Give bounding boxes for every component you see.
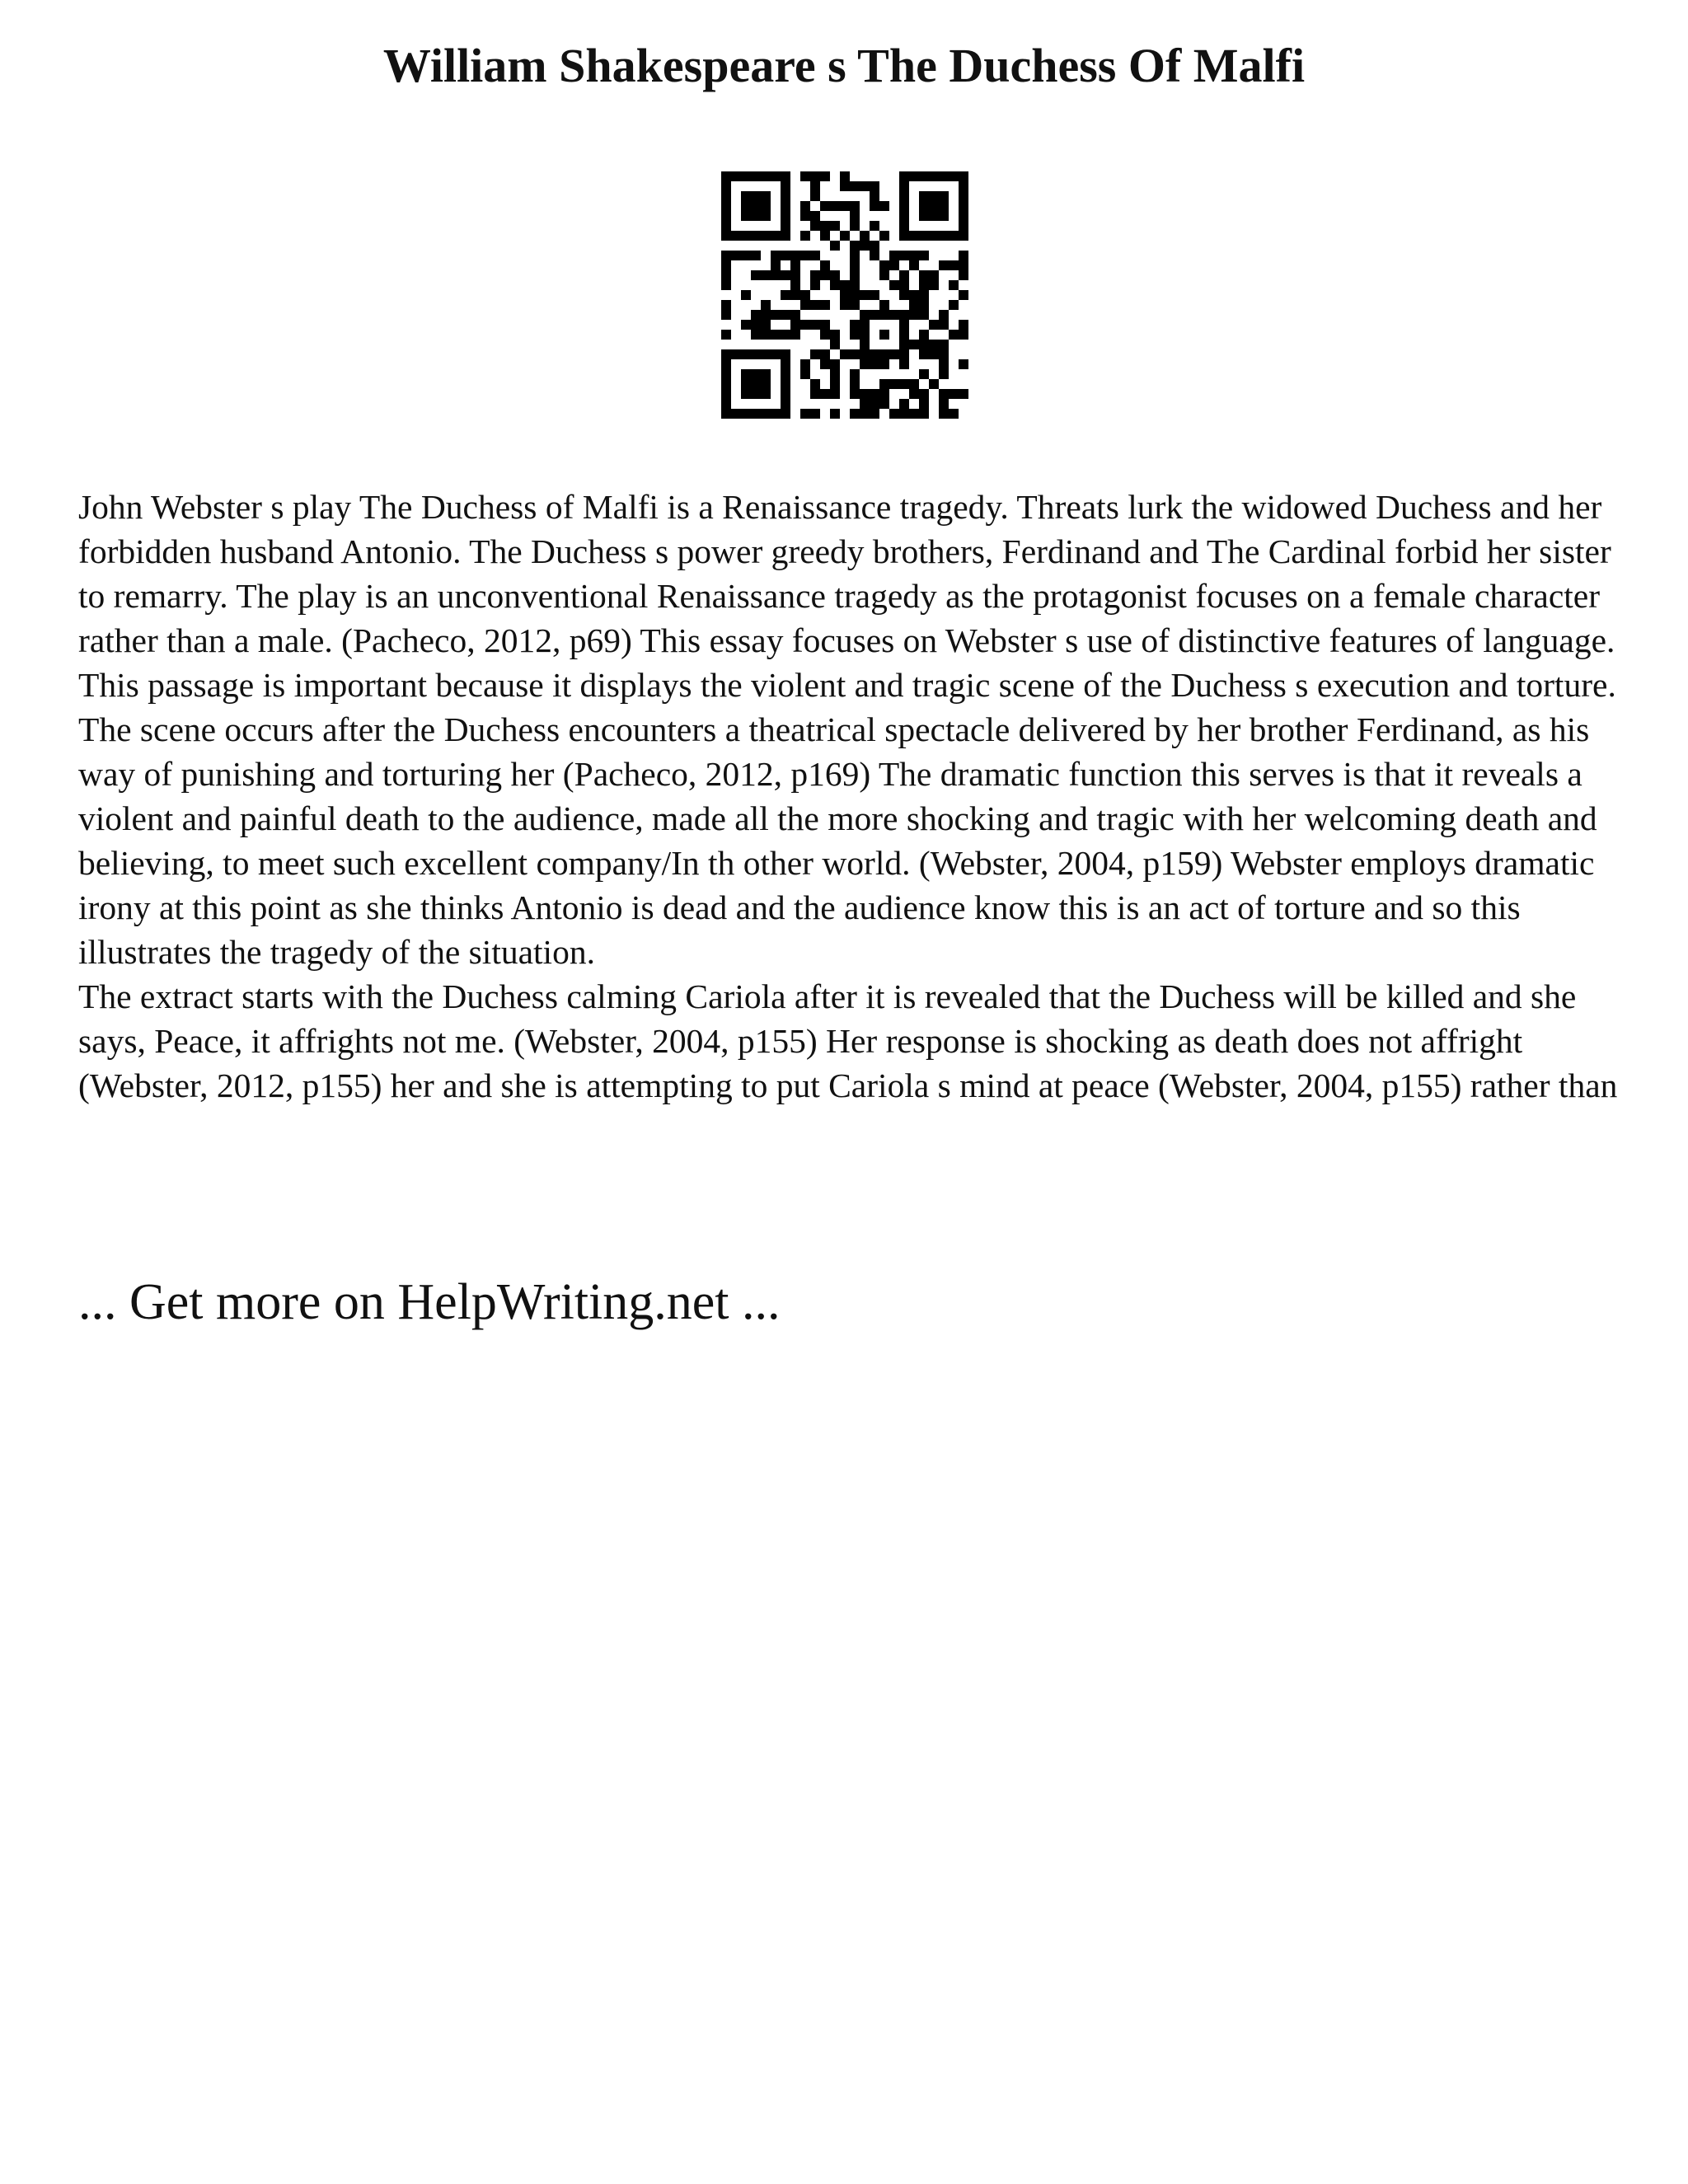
get-more-link[interactable]: ... Get more on HelpWriting.net ... <box>78 1274 781 1330</box>
page-title: William Shakespeare s The Duchess Of Malfi <box>382 39 1306 92</box>
paragraph-3: The extract starts with the Duchess calming Cariola after it is revealed that the Duchess will be killed and she says, Peace, it affrights not me. (Webster, 2004, p155) Her response is shocking as death does not affright (Webster, 2012, p155) her and she is attempting to put Cariola s mind at peace (Webster, 2004, p155) rather than <box>78 977 1618 1104</box>
qr-code-icon <box>721 171 968 419</box>
essay-body <box>78 485 1620 1108</box>
paragraph-2: This passage is important because it displays the violent and tragic scene of the Duchess s execution and torture. The scene occurs after the Duchess encounters a theatrical spectacle delivered by her brother Ferdinand, as his way of punishing and torturing her (Pacheco, 2012, p169) The dramatic function this serves is that it reveals a violent and painful death to the audience, made all the more shocking and tragic with her welcoming death and believing, to meet such excellent company/In th other world. (Webster, 2004, p159) Webster employs dramatic irony at this point as she thinks Antonio is dead and the audience know this is an act of torture and so this illustrates the tragedy of the situation. <box>78 666 1616 971</box>
paragraph-1: John Webster s play The Duchess of Malfi is a Renaissance tragedy. Threats lurk the widowed Duchess and her forbidden husband Antonio. The Duchess s power greedy brothers, Ferdinand and The Cardinal forbid her sister to remarry. The play is an unconventional Renaissance tragedy as the protagonist focuses on a female character rather than a male. (Pacheco, 2012, p69) This essay focuses on Webster s use of distinctive features of language. <box>78 488 1615 659</box>
